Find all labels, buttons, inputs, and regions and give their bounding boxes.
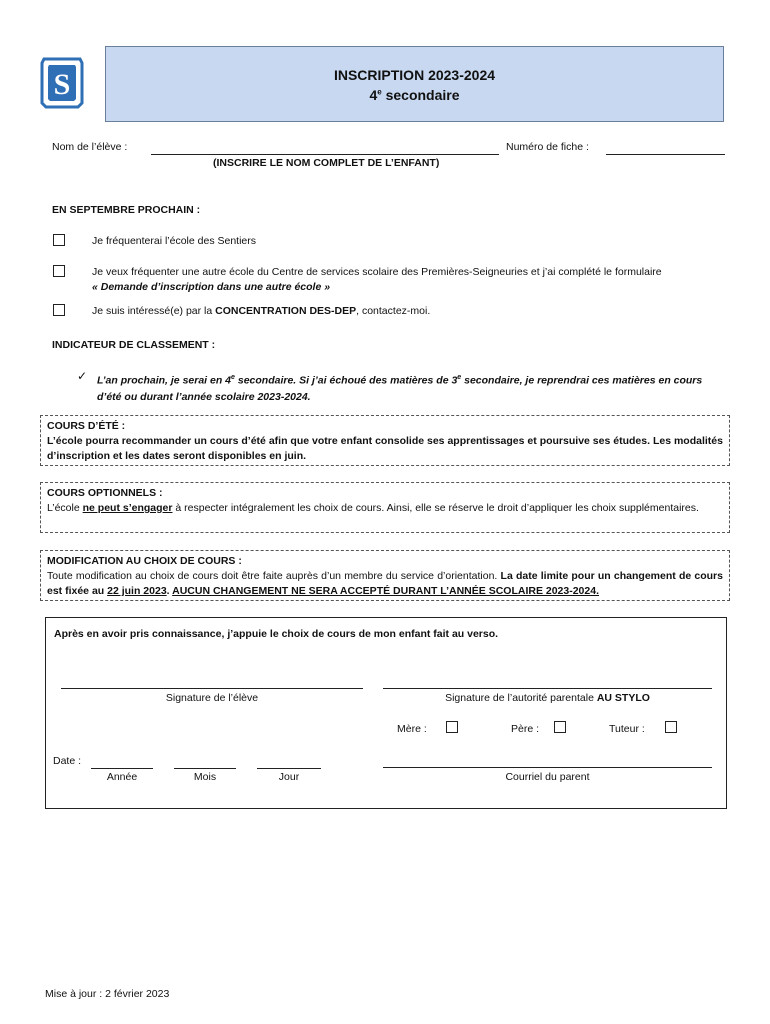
parent-signature-label: Signature de l’autorité parentale AU STYLO <box>445 692 650 704</box>
course-change-text: Toute modification au choix de cours doit être faite auprès d’un membre du service d’orientation. La date limite pour un changement de cours est fixée au 22 juin 2023. AUCUN CHANGEMENT NE SERA ACCEPTÉ DURANT L’ANNÉE SCOLAIRE 2023-2024. <box>47 570 723 597</box>
parent-signature-field[interactable] <box>383 688 712 689</box>
parent-email-field[interactable] <box>383 767 712 768</box>
september-heading: EN SEPTEMBRE PROCHAIN : <box>52 204 201 216</box>
date-label: Date : <box>53 755 82 767</box>
option-concentration-checkbox[interactable] <box>53 304 65 316</box>
father-checkbox[interactable] <box>554 721 566 733</box>
course-change-title: MODIFICATION AU CHOIX DE COURS : <box>47 555 242 567</box>
option-concentration-label: Je suis intéressé(e) par la CONCENTRATION DES-DEP, contactez-moi. <box>92 305 431 317</box>
option-sentiers-label: Je fréquenterai l’école des Sentiers <box>92 235 257 247</box>
summer-courses-text: L’école pourra recommander un cours d’été afin que votre enfant consolide ses apprentissages et poursuive ses études. Les modalités d’inscription et les dates seront disponibles en juin. <box>47 435 723 462</box>
signature-intro: Après en avoir pris connaissance, j’appuie le choix de cours de mon enfant fait au verso. <box>54 628 499 640</box>
parent-email-label: Courriel du parent <box>505 771 590 783</box>
file-number-field[interactable] <box>606 154 725 155</box>
option-sentiers-checkbox[interactable] <box>53 234 65 246</box>
day-label: Jour <box>278 771 300 783</box>
student-signature-field[interactable] <box>61 688 363 689</box>
header-banner <box>105 46 724 122</box>
school-logo <box>38 55 86 111</box>
optional-courses-title: COURS OPTIONNELS : <box>47 487 163 499</box>
update-date: Mise à jour : 2 février 2023 <box>45 988 170 1000</box>
month-field[interactable] <box>174 768 236 769</box>
student-signature-label: Signature de l’élève <box>165 692 259 704</box>
summer-courses-title: COURS D’ÉTÉ : <box>47 420 126 432</box>
student-name-field[interactable] <box>151 154 499 155</box>
father-label: Père : <box>511 723 540 735</box>
optional-courses-text: L’école ne peut s’engager à respecter intégralement les choix de cours. Ainsi, elle se réserve le droit d’appliquer les choix supplémentaires. <box>47 502 699 514</box>
classement-text: L’an prochain, je serai en 4e secondaire. Si j’ai échoué des matières de 3e secondaire, je reprendrai ces matières en cours d’été ou durant l’année scolaire 2023-2024. <box>97 374 703 403</box>
check-icon: ✓ <box>77 369 88 383</box>
student-name-hint: (INSCRIRE LE NOM COMPLET DE L’ENFANT) <box>213 157 440 169</box>
student-name-label: Nom de l’élève : <box>52 141 128 153</box>
option-other-school-label: Je veux fréquenter une autre école du Centre de services scolaire des Premières-Seigneuries et j’ai complété le formulaire « Demande d’inscription dans une autre école » <box>92 266 662 293</box>
day-field[interactable] <box>257 768 321 769</box>
option-other-school-checkbox[interactable] <box>53 265 65 277</box>
signature-section <box>45 617 727 809</box>
tutor-label: Tuteur : <box>609 723 645 735</box>
tutor-checkbox[interactable] <box>665 721 677 733</box>
month-label: Mois <box>193 771 217 783</box>
optional-courses-box <box>40 482 730 533</box>
summer-courses-box <box>40 415 730 466</box>
grade-title: 4e secondaire <box>369 87 460 103</box>
logo-letter: S <box>53 68 71 101</box>
mother-label: Mère : <box>397 723 427 735</box>
classement-heading: INDICATEUR DE CLASSEMENT : <box>52 339 216 351</box>
year-label: Année <box>106 771 138 783</box>
file-number-label: Numéro de fiche : <box>506 141 589 153</box>
mother-checkbox[interactable] <box>446 721 458 733</box>
course-change-box <box>40 550 730 601</box>
year-field[interactable] <box>91 768 153 769</box>
form-title: INSCRIPTION 2023-2024 <box>333 67 496 83</box>
